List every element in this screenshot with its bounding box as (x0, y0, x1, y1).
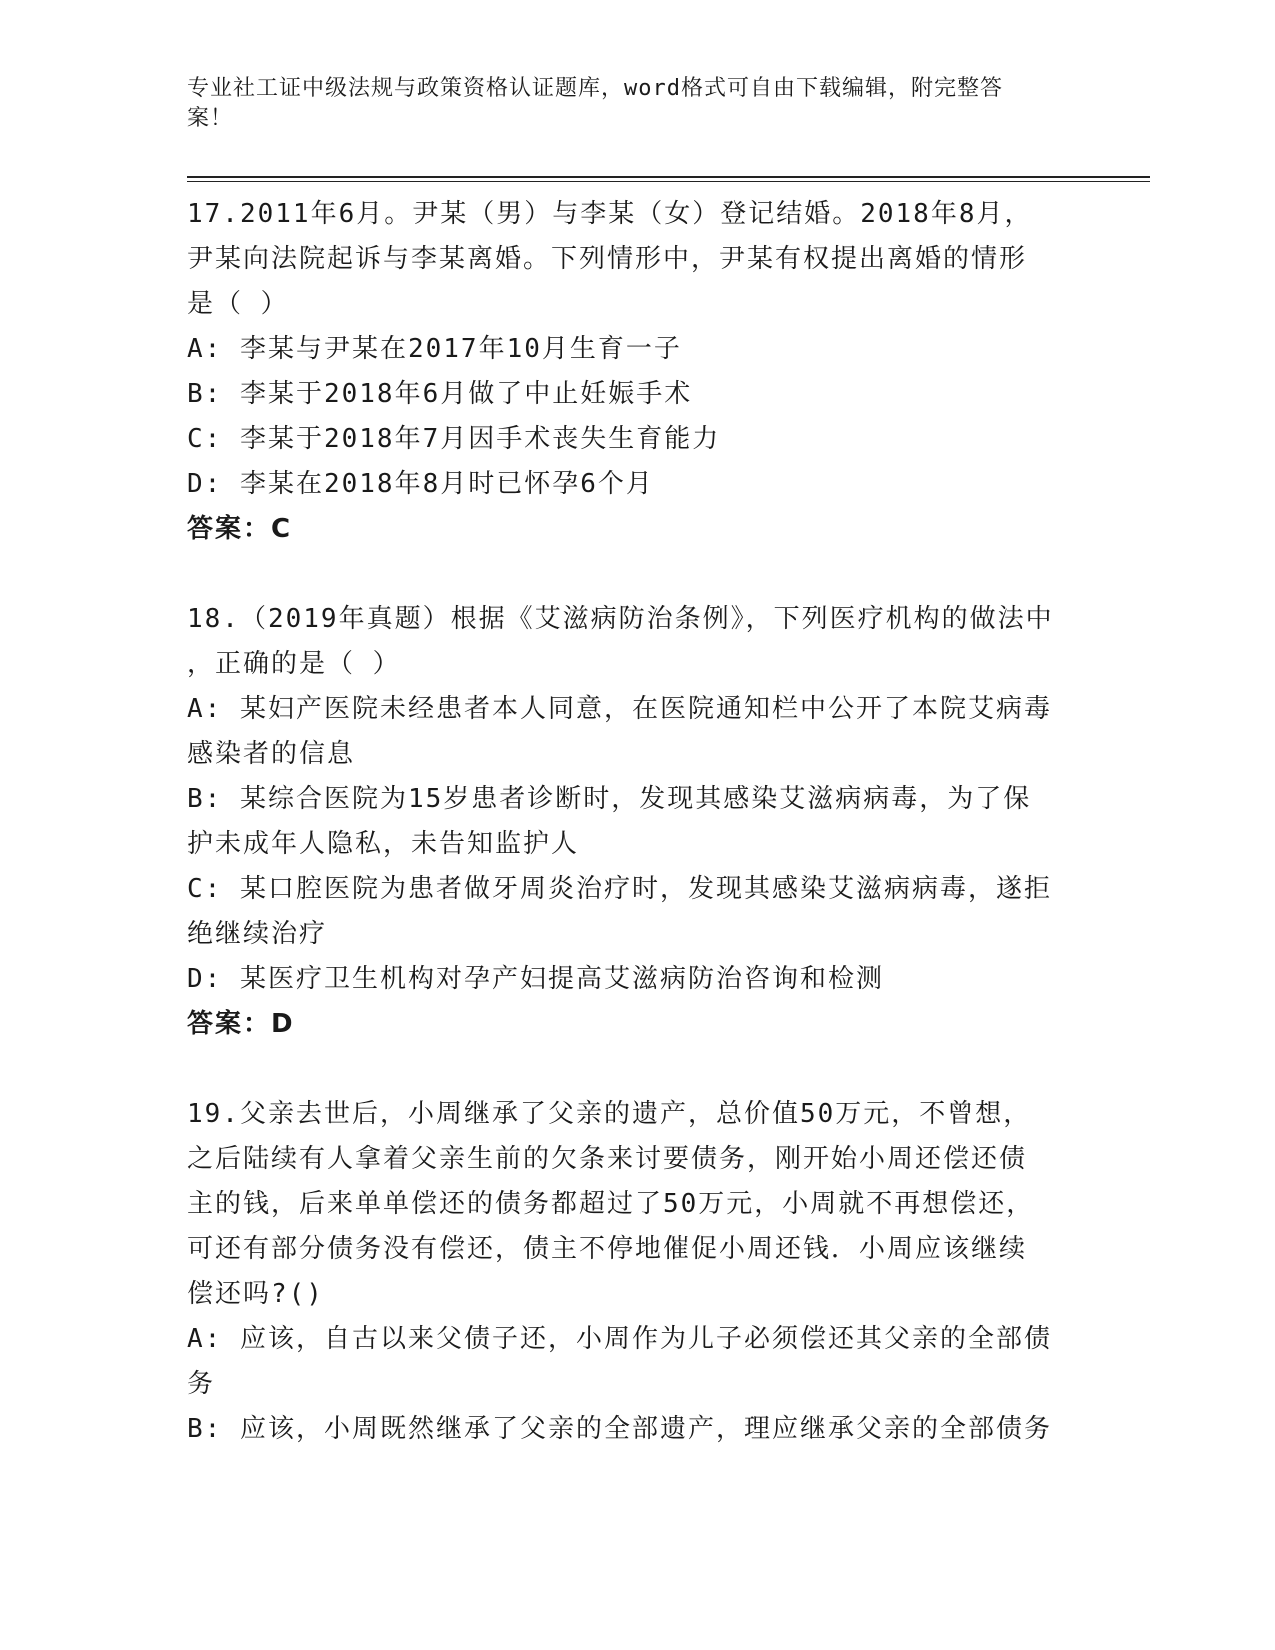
question-spacer (187, 1047, 1087, 1092)
option-a: A: 某妇产医院未经患者本人同意，在医院通知栏中公开了本院艾病毒 (187, 694, 1052, 724)
header-divider-thick (187, 176, 1150, 178)
question-stem-line: 17.2011年6月。尹某（男）与李某（女）登记结婚。2018年8月， (187, 199, 1033, 229)
header-line-2: 案！ (187, 106, 234, 131)
question-17 (187, 192, 1087, 552)
question-stem-line: 尹某向法院起诉与李某离婚。下列情形中，尹某有权提出离婚的情形 (187, 244, 1028, 274)
question-stem-line: 是（ ） (187, 289, 289, 319)
question-stem-line: 18.（2019年真题）根据《艾滋病防治条例》，下列医疗机构的做法中 (187, 604, 1054, 634)
question-list (187, 192, 1087, 1452)
option-b: B: 某综合医院为15岁患者诊断时，发现其感染艾滋病病毒，为了保 (187, 784, 1032, 814)
option-c: C: 李某于2018年7月因手术丧失生育能力 (187, 424, 721, 454)
question-stem-line: 19.父亲去世后，小周继承了父亲的遗产，总价值50万元，不曾想， (187, 1099, 1032, 1129)
answer-label: 答案：C (187, 514, 293, 544)
question-18 (187, 597, 1087, 1047)
question-stem-line: 之后陆续有人拿着父亲生前的欠条来讨要债务，刚开始小周还偿还债 (187, 1144, 1028, 1174)
question-19 (187, 1092, 1087, 1452)
question-spacer (187, 552, 1087, 597)
option-b-continued: 护未成年人隐私，未告知监护人 (187, 829, 580, 859)
option-c: C: 某口腔医院为患者做牙周炎治疗时，发现其感染艾滋病病毒，遂拒 (187, 874, 1052, 904)
question-stem-line: ，正确的是（ ） (187, 649, 401, 679)
option-b: B: 李某于2018年6月做了中止妊娠手术 (187, 379, 693, 409)
question-stem-line: 主的钱，后来单单偿还的债务都超过了50万元，小周就不再想偿还， (187, 1189, 1035, 1219)
page-header (187, 74, 1067, 134)
option-a-continued: 感染者的信息 (187, 739, 356, 769)
answer-label: 答案：D (187, 1009, 295, 1039)
option-d: D: 某医疗卫生机构对孕产妇提高艾滋病防治咨询和检测 (187, 964, 884, 994)
header-line-1: 专业社工证中级法规与政策资格认证题库，word格式可自由下载编辑，附完整答 (187, 76, 1003, 101)
header-divider-thin (187, 181, 1150, 182)
option-b: B: 应该，小周既然继承了父亲的全部遗产，理应继承父亲的全部债务 (187, 1414, 1052, 1444)
option-a: A: 应该，自古以来父债子还，小周作为儿子必须偿还其父亲的全部债 (187, 1324, 1052, 1354)
option-d: D: 李某在2018年8月时已怀孕6个月 (187, 469, 654, 499)
question-stem-line: 可还有部分债务没有偿还，债主不停地催促小周还钱．小周应该继续 (187, 1234, 1028, 1264)
option-a-continued: 务 (187, 1369, 216, 1399)
option-c-continued: 绝继续治疗 (187, 919, 328, 949)
question-stem-line: 偿还吗?() (187, 1279, 324, 1309)
option-a: A: 李某与尹某在2017年10月生育一子 (187, 334, 682, 364)
